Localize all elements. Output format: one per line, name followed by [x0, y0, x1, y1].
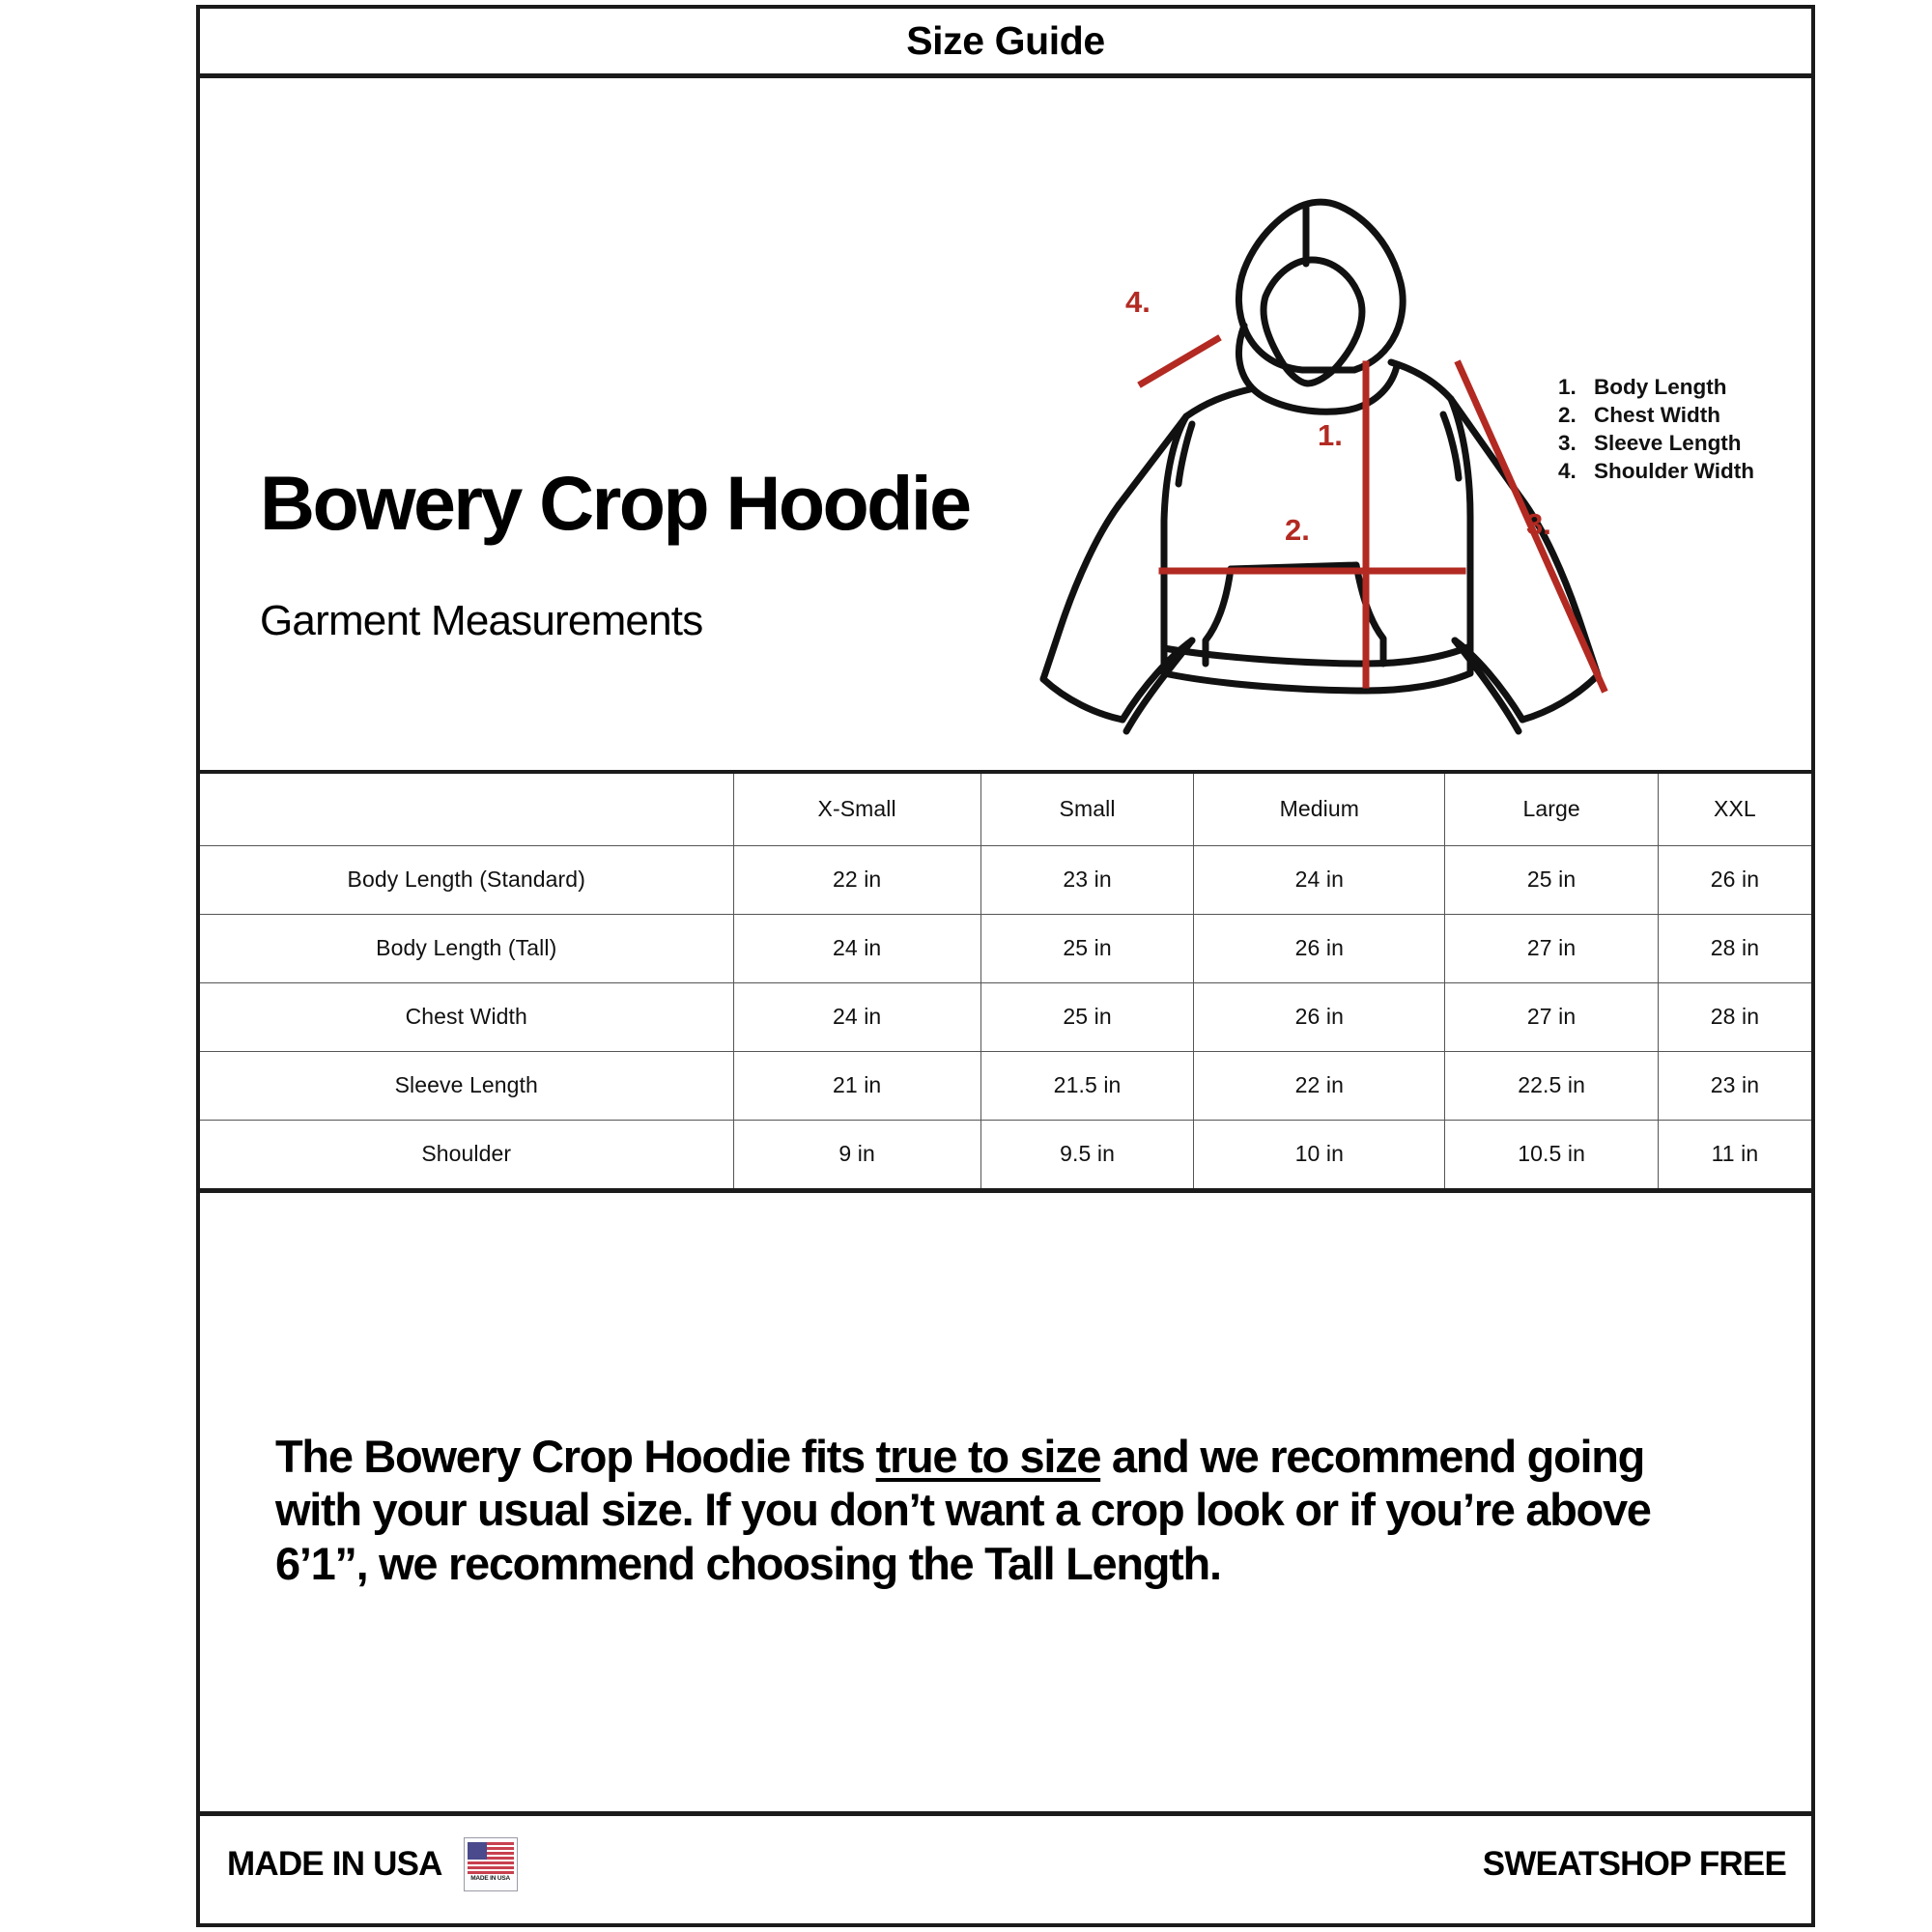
- cell-value: 27 in: [1445, 914, 1659, 982]
- fit-note-emphasis: true to size: [875, 1431, 1101, 1482]
- row-label: Chest Width: [200, 982, 733, 1051]
- flag-canton: [468, 1842, 487, 1860]
- row-label: Shoulder: [200, 1120, 733, 1188]
- legend-item: [1558, 373, 1754, 401]
- cell-value: 21 in: [733, 1051, 980, 1120]
- made-in-usa-label: MADE IN USA: [227, 1845, 442, 1883]
- fit-note-section: [200, 1193, 1811, 1816]
- table-row: [200, 845, 1811, 914]
- diagram-label-1: 1.: [1318, 418, 1343, 452]
- table-row: [200, 1120, 1811, 1188]
- cell-value: 24 in: [733, 982, 980, 1051]
- legend-label: Chest Width: [1594, 403, 1721, 428]
- measurements-table-wrap: [200, 774, 1811, 1193]
- column-header-blank: [200, 774, 733, 845]
- cell-value: 25 in: [1445, 845, 1659, 914]
- row-label: Body Length (Tall): [200, 914, 733, 982]
- fit-note-part1: The Bowery Crop Hoodie fits: [275, 1431, 876, 1482]
- row-label: Sleeve Length: [200, 1051, 733, 1120]
- cell-value: 25 in: [980, 914, 1194, 982]
- cell-value: 26 in: [1658, 845, 1811, 914]
- cell-value: 27 in: [1445, 982, 1659, 1051]
- product-subtitle: Garment Measurements: [260, 597, 703, 644]
- column-header-xxl: XXL: [1658, 774, 1811, 845]
- measure-line-shoulder-width: [1142, 339, 1217, 384]
- footer-left-group: [227, 1837, 518, 1891]
- column-header-x-small: X-Small: [733, 774, 980, 845]
- legend-number: 1.: [1558, 375, 1577, 399]
- legend-number: 4.: [1558, 459, 1577, 484]
- measurement-legend: [1558, 373, 1754, 485]
- flag-graphic: [468, 1842, 514, 1874]
- legend-label: Body Length: [1594, 375, 1727, 399]
- cell-value: 21.5 in: [980, 1051, 1194, 1120]
- usa-flag-icon: [464, 1837, 518, 1891]
- cell-value: 9.5 in: [980, 1120, 1194, 1188]
- cell-value: 24 in: [1194, 845, 1445, 914]
- cell-value: 28 in: [1658, 982, 1811, 1051]
- hero-text-block: [260, 460, 970, 645]
- size-guide-sheet: [196, 5, 1815, 1927]
- legend-label: Shoulder Width: [1594, 459, 1755, 484]
- legend-item: [1558, 401, 1754, 429]
- cell-value: 23 in: [980, 845, 1194, 914]
- cell-value: 10 in: [1194, 1120, 1445, 1188]
- footer-bar: [200, 1816, 1811, 1913]
- hero-section: [200, 78, 1811, 774]
- table-row: [200, 1051, 1811, 1120]
- diagram-label-2: 2.: [1285, 513, 1310, 547]
- table-row: [200, 982, 1811, 1051]
- cell-value: 26 in: [1194, 914, 1445, 982]
- legend-item: [1558, 429, 1754, 457]
- diagram-label-4: 4.: [1125, 285, 1151, 319]
- cell-value: 11 in: [1658, 1120, 1811, 1188]
- cell-value: 22 in: [1194, 1051, 1445, 1120]
- sweatshop-free-label: SWEATSHOP FREE: [1482, 1845, 1786, 1883]
- fit-note-part2: and we recommend going with your usual size. If you don’t want a crop look or if you’re above 6’1”, we recommend choosing the Tall Length.: [275, 1431, 1651, 1589]
- row-label: Body Length (Standard): [200, 845, 733, 914]
- cell-value: 22.5 in: [1445, 1051, 1659, 1120]
- column-header-small: Small: [980, 774, 1194, 845]
- header-bar: [200, 9, 1811, 78]
- cell-value: 25 in: [980, 982, 1194, 1051]
- diagram-label-3: 3.: [1526, 507, 1551, 541]
- legend-number: 2.: [1558, 403, 1577, 428]
- cell-value: 23 in: [1658, 1051, 1811, 1120]
- legend-item: [1558, 457, 1754, 485]
- flag-badge-caption: MADE IN USA: [470, 1875, 510, 1882]
- cell-value: 10.5 in: [1445, 1120, 1659, 1188]
- legend-number: 3.: [1558, 431, 1577, 456]
- page-title: Size Guide: [906, 18, 1105, 63]
- measurements-table: [200, 774, 1811, 1188]
- table-header-row: [200, 774, 1811, 845]
- cell-value: 24 in: [733, 914, 980, 982]
- table-row: [200, 914, 1811, 982]
- column-header-medium: Medium: [1194, 774, 1445, 845]
- hoodie-illustration-svg: [1026, 194, 1644, 745]
- cell-value: 28 in: [1658, 914, 1811, 982]
- column-header-large: Large: [1445, 774, 1659, 845]
- fit-note: [275, 1430, 1686, 1590]
- cell-value: 9 in: [733, 1120, 980, 1188]
- legend-label: Sleeve Length: [1594, 431, 1742, 456]
- cell-value: 26 in: [1194, 982, 1445, 1051]
- table-body: [200, 845, 1811, 1188]
- product-title: Bowery Crop Hoodie: [260, 460, 970, 546]
- table-head: [200, 774, 1811, 845]
- cell-value: 22 in: [733, 845, 980, 914]
- hoodie-diagram: [1026, 194, 1644, 745]
